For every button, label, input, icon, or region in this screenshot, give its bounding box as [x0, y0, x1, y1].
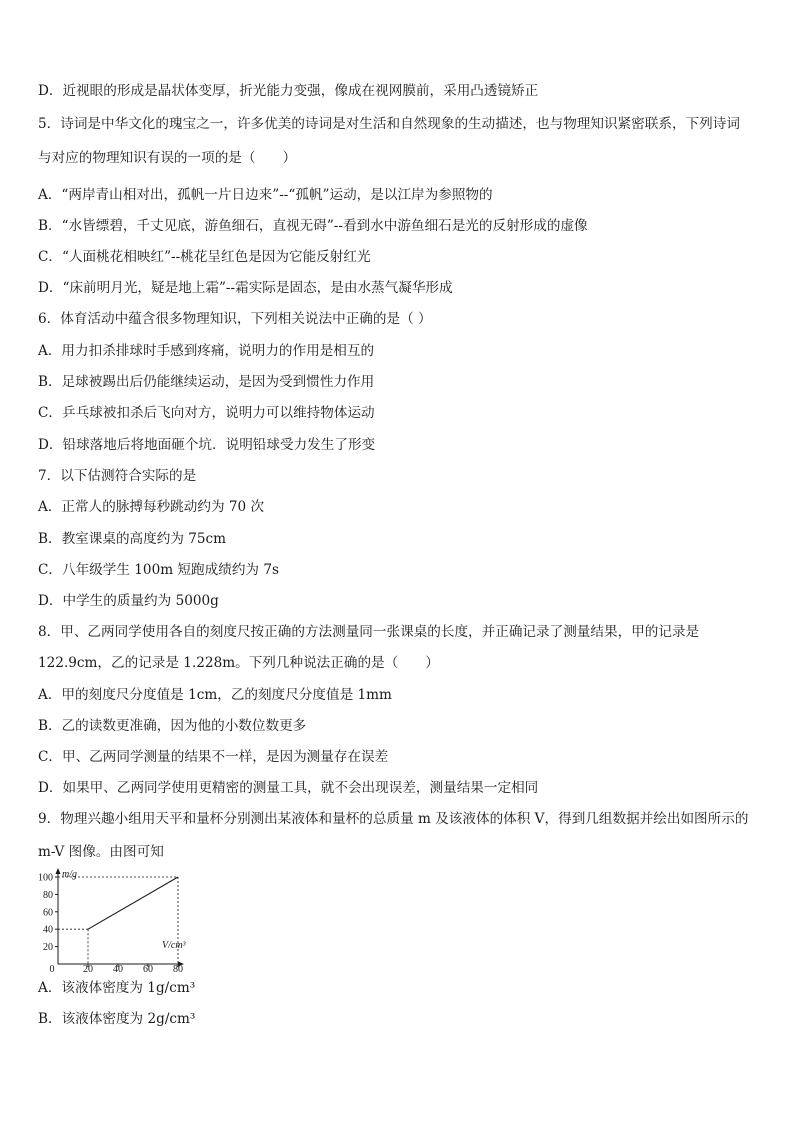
- q8-stem-line1: 8．甲、乙两同学使用各自的刻度尺按正确的方法测量同一张课桌的长度，并正确记录了测量结果，甲的记录是: [38, 624, 700, 640]
- y-axis-label: m/g: [62, 869, 77, 880]
- q6-option-d: D．铅球落地后将地面砸个坑．说明铅球受力发生了形变: [38, 437, 376, 453]
- x-tick-label: 80: [173, 964, 183, 972]
- q9-stem-line1: 9．物理兴趣小组用天平和量杯分别测出某液体和量杯的总质量 m 及该液体的体积 V，得到几组数据并绘出如图所示的: [38, 811, 749, 827]
- q7-option-a: A．正常人的脉搏每秒跳动约为 70 次: [38, 499, 265, 515]
- q8-option-b: B．乙的读数更准确，因为他的小数位数更多: [38, 718, 307, 734]
- q6-option-a: A．用力扣杀排球时手感到疼痛，说明力的作用是相互的: [38, 343, 375, 359]
- q7-stem: 7．以下估测符合实际的是: [38, 468, 197, 484]
- q5-option-c: C．“人面桃花相映红”--桃花呈红色是因为它能反射红光: [38, 249, 371, 265]
- y-axis-arrow: [56, 868, 61, 874]
- mass-volume-graph: [34, 866, 204, 972]
- q9-stem-line2: m-V 图像。由图可知: [38, 844, 164, 860]
- q9-option-a: A．该液体密度为 1g/cm³: [38, 980, 196, 996]
- x-tick-label: 60: [143, 964, 153, 972]
- y-tick-label: 20: [43, 942, 53, 954]
- q7-option-b: B．教室课桌的高度约为 75cm: [38, 531, 227, 547]
- q7-option-d: D．中学生的质量约为 5000g: [38, 593, 219, 609]
- q5-option-d: D．“床前明月光，疑是地上霜”--霜实际是固态，是由水蒸气凝华形成: [38, 280, 453, 296]
- x-tick-label: 40: [113, 964, 123, 972]
- x-axis-label: V/cm³: [162, 940, 186, 951]
- x-tick-label: 20: [83, 964, 93, 972]
- y-tick-label: 100: [38, 872, 53, 884]
- data-line: [88, 877, 178, 929]
- q9-option-b: B．该液体密度为 2g/cm³: [38, 1011, 196, 1027]
- y-tick-label: 60: [43, 907, 53, 919]
- y-tick-label: 80: [43, 889, 53, 901]
- q7-option-c: C．八年级学生 100m 短跑成绩约为 7s: [38, 562, 279, 578]
- q6-option-b: B．足球被踢出后仍能继续运动，是因为受到惯性力作用: [38, 374, 375, 390]
- q5-stem-line1: 5．诗词是中华文化的瑰宝之一，许多优美的诗词是对生活和自然现象的生动描述，也与物理知识紧密联系，下列诗词: [38, 116, 740, 132]
- origin-label: 0: [49, 964, 55, 972]
- q6-stem: 6．体育活动中蕴含很多物理知识，下列相关说法中正确的是（ ）: [38, 311, 432, 327]
- q8-option-c: C．甲、乙两同学测量的结果不一样，是因为测量存在误差: [38, 749, 389, 765]
- q5-option-b: B．“水皆缥碧，千丈见底，游鱼细石，直视无碍”--看到水中游鱼细石是光的反射形成的虚像: [38, 218, 588, 234]
- q6-option-c: C．乒乓球被扣杀后飞向对方，说明力可以维持物体运动: [38, 405, 375, 421]
- q5-option-a: A．“两岸青山相对出，孤帆一片日边来”--“孤帆”运动，是以江岸为参照物的: [38, 187, 493, 203]
- q4-option-d: D．近视眼的形成是晶状体变厚，折光能力变强，像成在视网膜前，采用凸透镜矫正: [38, 83, 539, 99]
- q5-stem-line2: 与对应的物理知识有误的一项的是（ ）: [38, 150, 297, 166]
- q8-option-d: D．如果甲、乙两同学使用更精密的测量工具，就不会出现误差，测量结果一定相同: [38, 780, 539, 796]
- q8-stem-line2: 122.9cm，乙的记录是 1.228m。下列几种说法正确的是（ ）: [38, 655, 440, 671]
- q8-option-a: A．甲的刻度尺分度值是 1cm，乙的刻度尺分度值是 1mm: [38, 687, 392, 703]
- y-tick-label: 40: [43, 924, 53, 936]
